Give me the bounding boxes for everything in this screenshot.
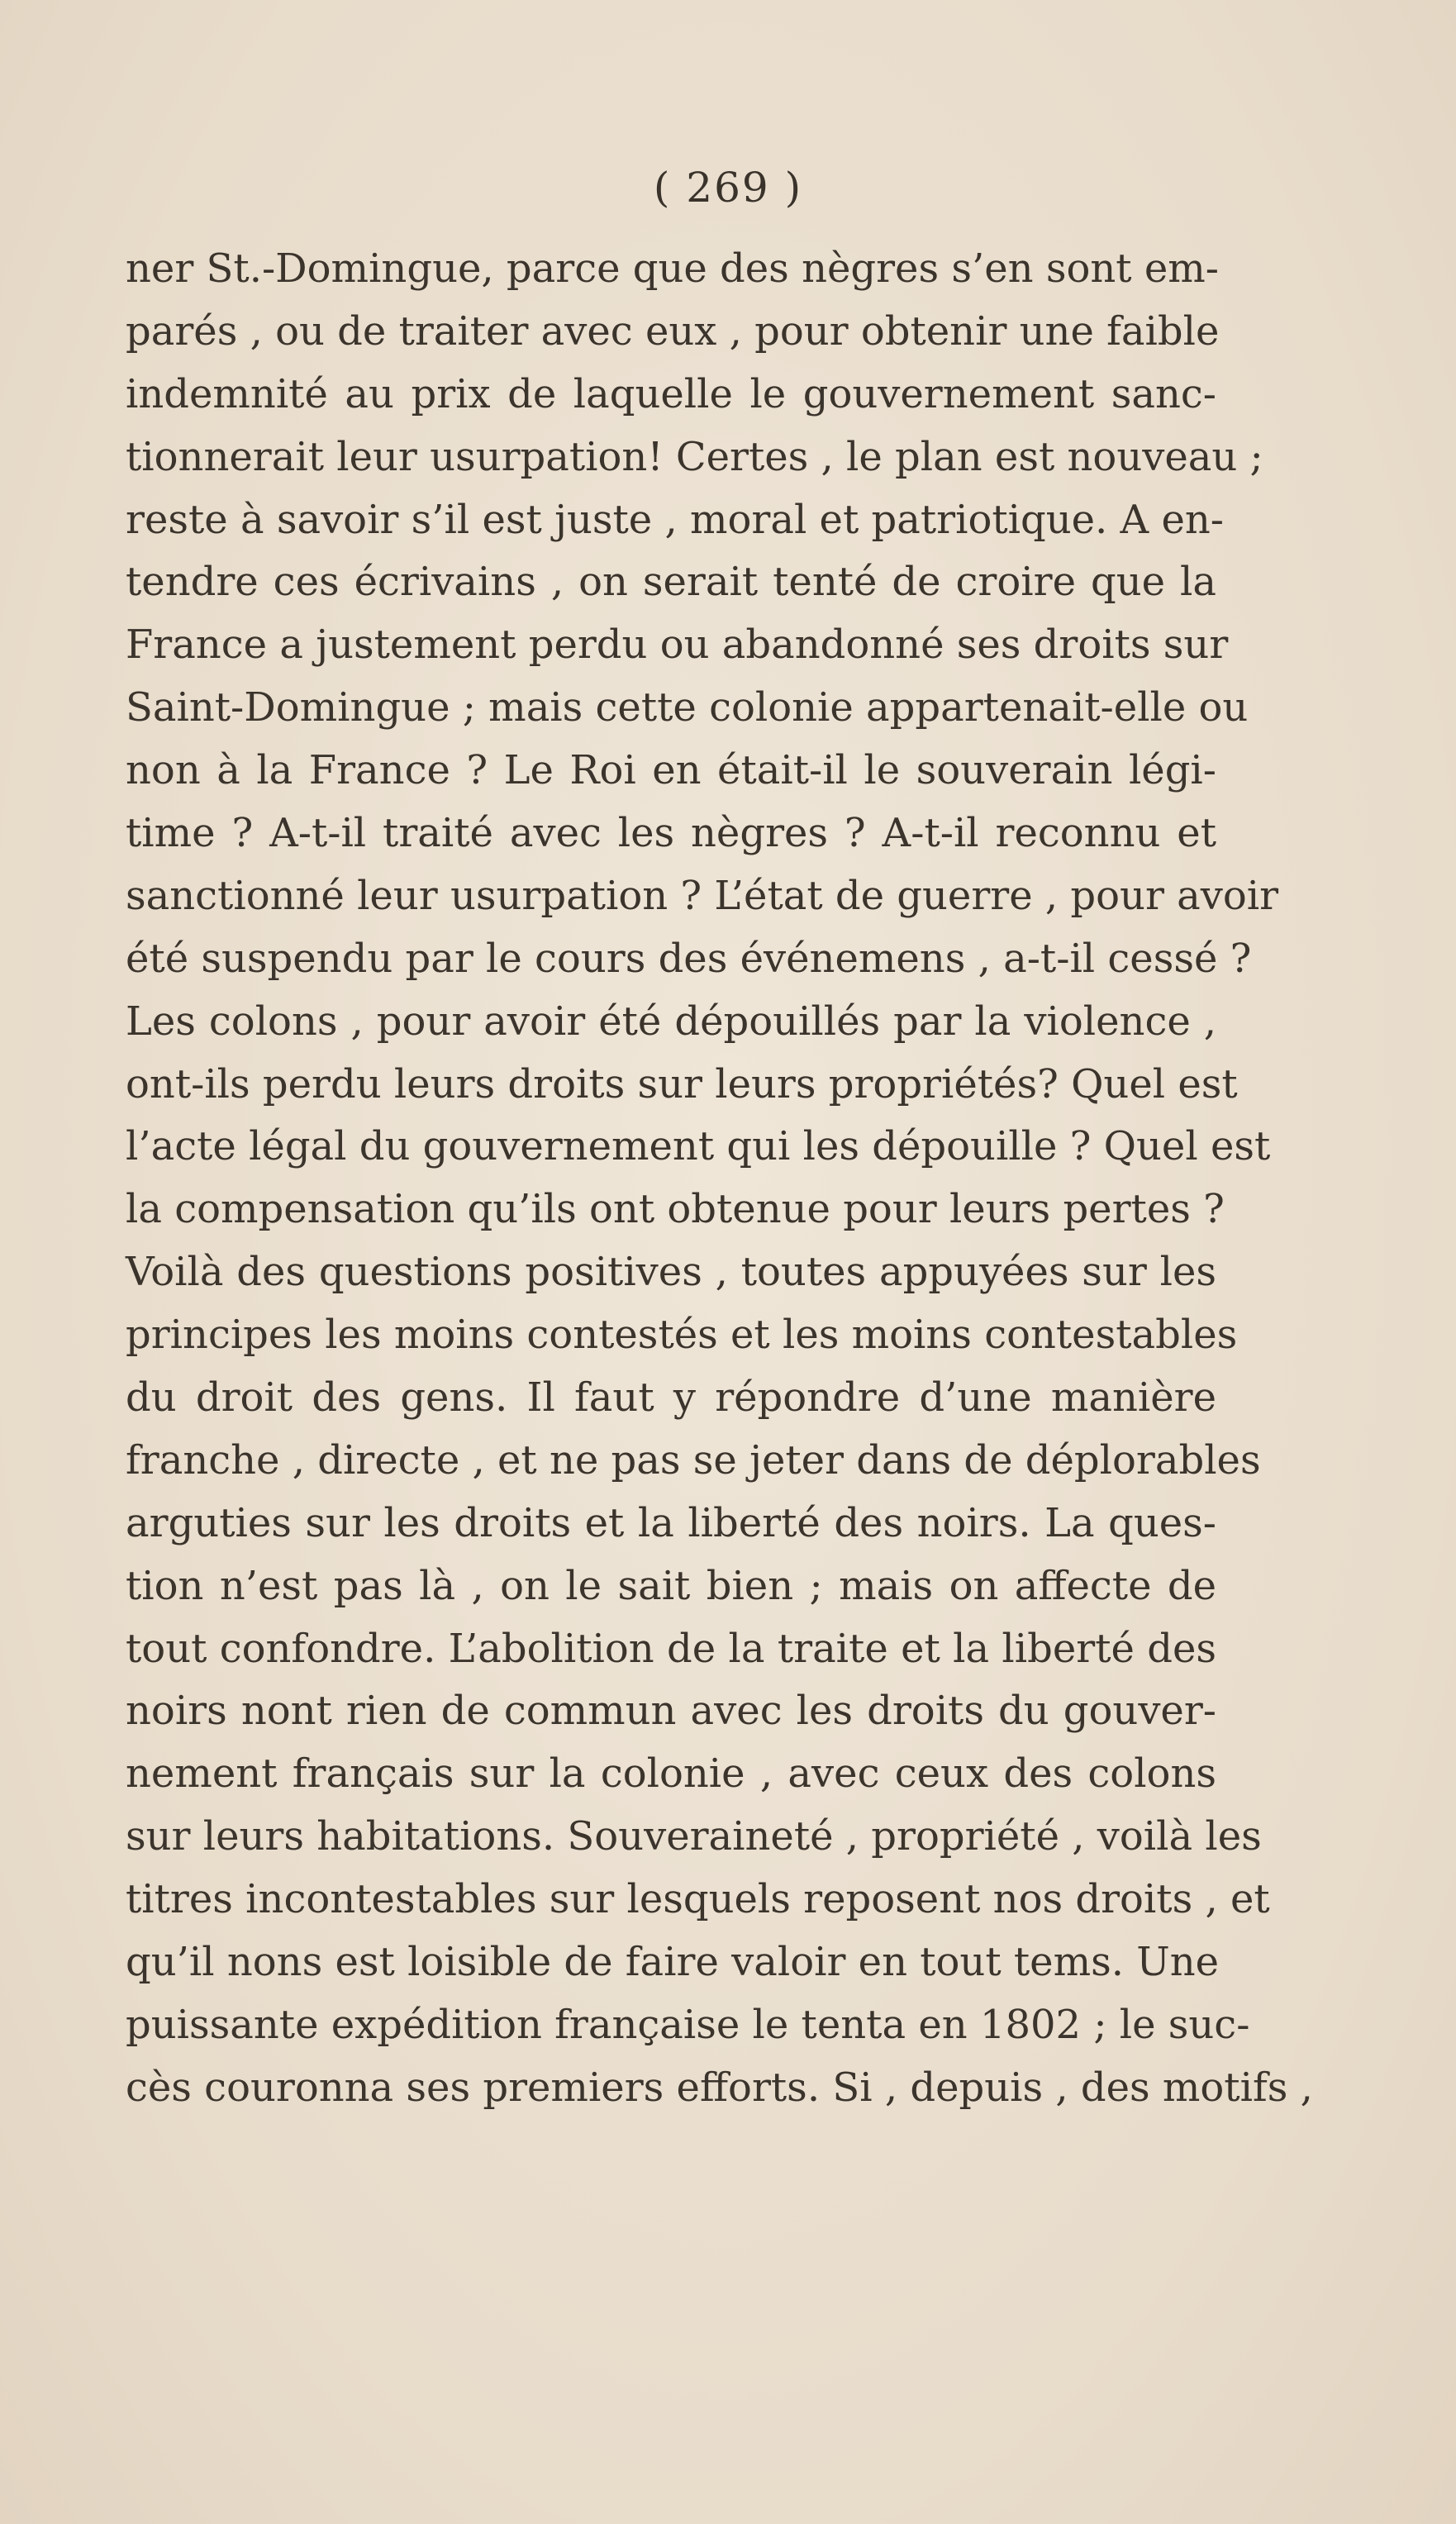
text-line: noirs nont rien de commun avec les droits du gouver-	[126, 1688, 1216, 1735]
text-line: Les colons , pour avoir été dépouillés par la violence ,	[126, 998, 1216, 1045]
text-line: ner St.-Domingue, parce que des nègres s’en sont em-	[126, 245, 1219, 292]
text-line: parés , ou de traiter avec eux , pour obtenir une faible	[126, 307, 1220, 355]
text-line: la compensation qu’ils ont obtenue pour leurs pertes ?	[126, 1186, 1225, 1233]
text-line: nement français sur la colonie , avec ceux des colons	[126, 1750, 1216, 1798]
body-text	[126, 238, 1313, 2120]
page-number: ( 269 )	[653, 164, 803, 212]
text-line: sur leurs habitations. Souveraineté , propriété , voilà les	[126, 1813, 1262, 1860]
text-line: l’acte légal du gouvernement qui les dépouille ? Quel est	[126, 1123, 1271, 1170]
text-line: sanctionné leur usurpation ? L’état de guerre , pour avoir	[126, 872, 1279, 919]
text-line: France a justement perdu ou abandonné ses droits sur	[126, 621, 1229, 669]
text-line: indemnité au prix de laquelle le gouvernement sanc-	[126, 370, 1216, 417]
text-line: Voilà des questions positives , toutes appuyées sur les	[126, 1249, 1216, 1296]
text-line: tendre ces écrivains , on serait tenté de croire que la	[126, 559, 1216, 606]
text-line: principes les moins contestés et les moins contestables	[126, 1312, 1238, 1359]
text-line: non à la France ? Le Roi en était-il le souverain légi-	[126, 747, 1216, 794]
text-line: tout confondre. L’abolition de la traite et la liberté des	[126, 1625, 1216, 1672]
text-line: tionnerait leur usurpation! Certes , le plan est nouveau ;	[126, 433, 1263, 480]
text-line: titres incontestables sur lesquels reposent nos droits , et	[126, 1876, 1270, 1923]
text-line: du droit des gens. Il faut y répondre d’une manière	[126, 1374, 1216, 1422]
text-line: tion n’est pas là , on le sait bien ; mais on affecte de	[126, 1562, 1216, 1609]
text-line: franche , directe , et ne pas se jeter dans de déplorables	[126, 1436, 1261, 1483]
text-line: ont-ils perdu leurs droits sur leurs propriétés? Quel est	[126, 1060, 1238, 1107]
text-line: reste à savoir s’il est juste , moral et patriotique. A en-	[126, 496, 1224, 543]
text-line: puissante expédition française le tenta en 1802 ; le suc-	[126, 2001, 1250, 2048]
text-line: time ? A-t-il traité avec les nègres ? A-t-il reconnu et	[126, 810, 1216, 857]
text-line: arguties sur les droits et la liberté des noirs. La ques-	[126, 1499, 1216, 1546]
text-line: qu’il nons est loisible de faire valoir en tout tems. Une	[126, 1939, 1220, 1986]
text-line: été suspendu par le cours des événemens , a-t-il cessé ?	[126, 935, 1252, 982]
text-line: Saint-Domingue ; mais cette colonie appartenait-elle ou	[126, 684, 1249, 731]
text-line: cès couronna ses premiers efforts. Si , depuis , des motifs ,	[126, 2064, 1313, 2111]
